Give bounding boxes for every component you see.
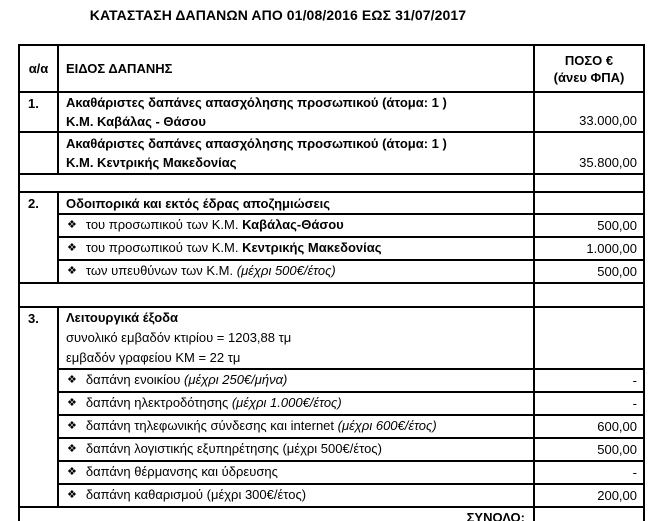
section3-subline1: συνολικό εμβαδόν κτιρίου = 1203,88 τμ — [66, 330, 292, 345]
header-amount-line1: ΠΟΣΟ € — [564, 52, 614, 68]
section2-index: 2. — [19, 192, 58, 283]
expense-description — [58, 392, 534, 415]
diamond-bullet-icon: ❖ — [67, 242, 77, 254]
page-title: ΚΑΤΑΣΤΑΣΗ ΔΑΠΑΝΩΝ ΑΠΟ 01/08/2016 ΕΩΣ 31/07/2017 — [89, 7, 467, 23]
separator-amount-cell — [534, 283, 644, 307]
description-bold: Κεντρικής Μακεδονίας — [242, 240, 382, 255]
amount-cell — [534, 307, 644, 369]
expense-description — [58, 461, 534, 484]
diamond-bullet-icon: ❖ — [67, 420, 77, 432]
table-row — [19, 461, 644, 484]
amount-cell: 600,00 — [534, 415, 644, 438]
amount-cell: 1.000,00 — [534, 237, 644, 260]
amount-cell — [534, 192, 644, 214]
description-text: του προσωπικού των Κ.Μ. — [85, 240, 243, 255]
description-italic: (μέχρι 1.000€/έτος) — [231, 395, 342, 410]
description-bold: Καβάλας-Θάσου — [242, 217, 344, 232]
description-line1: Ακαθάριστες δαπάνες απασχόλησης προσωπικού (άτομα: 1 ) — [66, 136, 447, 151]
description-line2: Κ.Μ. Καβάλας - Θάσου — [66, 114, 206, 129]
description-text: δαπάνη θέρμανσης και ύδρευσης — [85, 464, 278, 479]
header-cell-amount — [534, 45, 644, 92]
description-text: δαπάνη ηλεκτροδότησης — [85, 395, 232, 410]
diamond-bullet-icon: ❖ — [67, 489, 77, 501]
separator-amount-cell — [534, 174, 644, 192]
description-text: των υπευθύνων των Κ.Μ. — [85, 263, 237, 278]
expense-description — [58, 214, 534, 237]
table-row — [19, 369, 644, 392]
expense-description — [58, 369, 534, 392]
section1-index: 1. — [19, 92, 58, 132]
section3-heading-row — [19, 307, 644, 369]
expense-description — [58, 415, 534, 438]
table-row — [19, 260, 644, 283]
amount-cell: - — [534, 461, 644, 484]
section3-heading-title: Λειτουργικά έξοδα — [66, 310, 179, 325]
total-label: ΣΥΝΟΛΟ: — [19, 507, 534, 521]
description-line1: Ακαθάριστες δαπάνες απασχόλησης προσωπικού (άτομα: 1 ) — [66, 95, 447, 110]
expense-description — [58, 438, 534, 461]
amount-cell: 35.800,00 — [534, 132, 644, 174]
table-row — [19, 484, 644, 507]
diamond-bullet-icon: ❖ — [67, 265, 77, 277]
section1-index-empty — [19, 132, 58, 174]
amount-cell: 200,00 — [534, 484, 644, 507]
amount-cell: 500,00 — [534, 260, 644, 283]
description-text: δαπάνη τηλεφωνικής σύνδεσης και internet — [85, 418, 338, 433]
description-italic: (μέχρι 500€/έτος) — [236, 263, 336, 278]
separator-cell — [19, 174, 534, 192]
description-text: δαπάνη καθαρισμού (μέχρι 300€/έτος) — [85, 487, 307, 502]
description-text: του προσωπικού των Κ.Μ. — [85, 217, 243, 232]
section3-index: 3. — [19, 307, 58, 507]
table-row — [19, 237, 644, 260]
diamond-bullet-icon: ❖ — [67, 397, 77, 409]
separator-cell — [19, 283, 534, 307]
section2-heading-row — [19, 192, 644, 214]
amount-cell: - — [534, 369, 644, 392]
table-row — [19, 132, 644, 174]
description-italic: (μέχρι 600€/έτος) — [337, 418, 437, 433]
table-row — [19, 438, 644, 461]
table-row — [19, 392, 644, 415]
section3-heading — [58, 307, 534, 369]
total-row — [19, 507, 644, 521]
table-header-row — [19, 45, 644, 92]
header-cell-expense-type: ΕΙΔΟΣ ΔΑΠΑΝΗΣ — [58, 45, 534, 92]
diamond-bullet-icon: ❖ — [67, 374, 77, 386]
amount-cell: 500,00 — [534, 438, 644, 461]
table-row — [19, 214, 644, 237]
expense-description — [58, 484, 534, 507]
section2-heading: Οδοιπορικά και εκτός έδρας αποζημιώσεις — [58, 192, 534, 214]
total-amount-cell — [534, 507, 644, 521]
description-text: δαπάνη ενοικίου — [85, 372, 185, 387]
header-cell-index: α/α — [19, 45, 58, 92]
separator-row — [19, 283, 644, 307]
description-text: δαπάνη λογιστικής εξυπηρέτησης (μέχρι 500€/έτος) — [85, 441, 382, 456]
separator-row — [19, 174, 644, 192]
amount-cell: 33.000,00 — [534, 92, 644, 132]
expense-table — [18, 44, 645, 521]
diamond-bullet-icon: ❖ — [67, 443, 77, 455]
expense-description — [58, 92, 534, 132]
amount-cell: 500,00 — [534, 214, 644, 237]
expense-description — [58, 237, 534, 260]
description-line2: Κ.Μ. Κεντρικής Μακεδονίας — [66, 155, 237, 170]
amount-cell: - — [534, 392, 644, 415]
diamond-bullet-icon: ❖ — [67, 466, 77, 478]
expense-description — [58, 132, 534, 174]
table-row — [19, 92, 644, 132]
table-row — [19, 415, 644, 438]
diamond-bullet-icon: ❖ — [67, 219, 77, 231]
section3-subline2: εμβαδόν γραφείου ΚΜ = 22 τμ — [66, 350, 241, 365]
expense-description — [58, 260, 534, 283]
description-italic: (μέχρι 250€/μήνα) — [184, 372, 288, 387]
header-amount-line2: (άνευ ΦΠΑ) — [553, 69, 625, 85]
